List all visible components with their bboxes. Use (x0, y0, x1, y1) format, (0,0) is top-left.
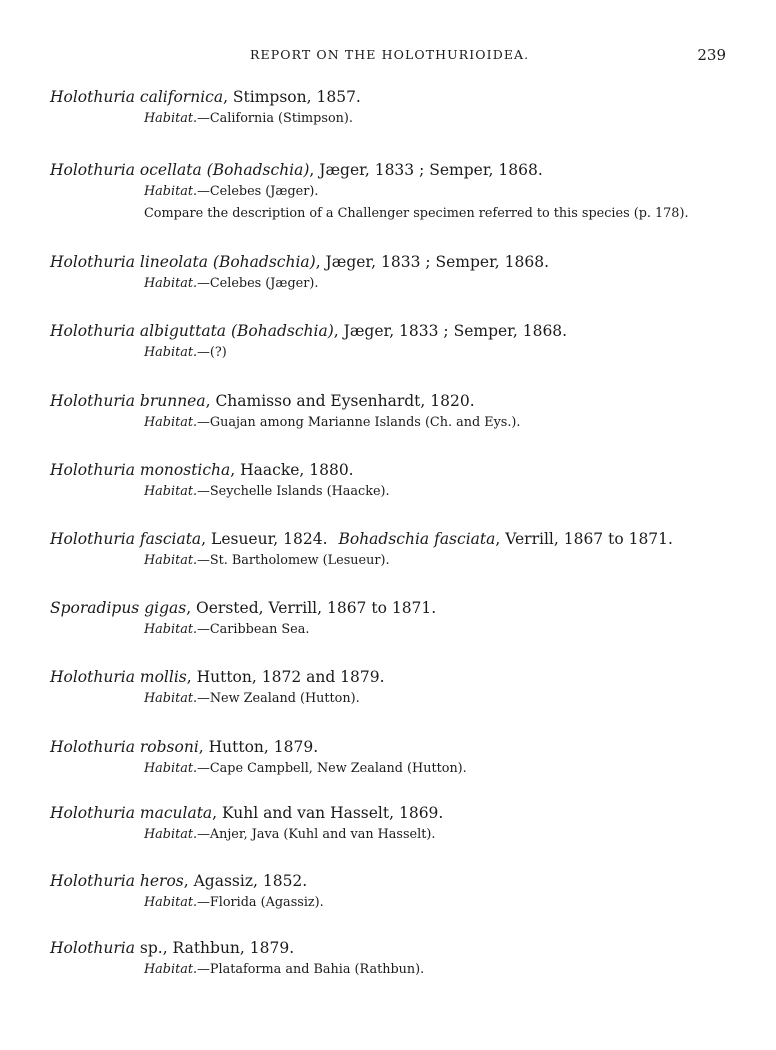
species-entry (50, 736, 730, 780)
species-entry (50, 937, 730, 981)
species-name: brunnea (139, 392, 206, 410)
species-entry (50, 86, 730, 130)
species-heading (50, 390, 730, 412)
species-entry (50, 870, 730, 914)
genus-name: Holothuria (50, 461, 135, 479)
page-number: 239 (697, 46, 726, 64)
habitat-line (144, 824, 730, 846)
species-name: monosticha (139, 461, 231, 479)
habitat-label: Habitat. (144, 484, 198, 499)
running-title: REPORT ON THE HOLOTHURIOIDEA. (250, 47, 530, 62)
species-name: robsoni (139, 738, 199, 756)
species-heading (50, 870, 730, 892)
habitat-text: —Celebes (Jæger). (197, 276, 319, 291)
species-name: albiguttata (139, 322, 227, 340)
habitat-label: Habitat. (144, 827, 198, 842)
habitat-text: —Guajan among Marianne Islands (Ch. and Eys.). (197, 415, 521, 430)
authority: , Stimpson, 1857. (223, 88, 361, 106)
habitat-text: —St. Bartholomew (Lesueur). (197, 553, 390, 568)
habitat-label: Habitat. (144, 553, 198, 568)
species-heading (50, 666, 730, 688)
genus-name: Holothuria (50, 392, 135, 410)
genus-name: Holothuria (50, 804, 135, 822)
habitat-line (144, 273, 730, 295)
genus-name: Holothuria (50, 253, 135, 271)
genus-name: Holothuria (50, 322, 135, 340)
authority: sp., Rathbun, 1879. (139, 939, 295, 957)
authority: , Lesueur, 1824. (201, 530, 328, 548)
authority: , Hutton, 1872 and 1879. (186, 668, 385, 686)
authority: , Jæger, 1833 ; Semper, 1868. (315, 253, 550, 271)
subgenus-name: (Bohadschia) (206, 161, 310, 179)
species-entry (50, 251, 730, 295)
genus-name: Holothuria (50, 738, 135, 756)
genus-name: Holothuria (50, 939, 135, 957)
authority: , Hutton, 1879. (198, 738, 319, 756)
habitat-text: —New Zealand (Hutton). (197, 691, 360, 706)
habitat-label: Habitat. (144, 962, 198, 977)
genus-name: Holothuria (50, 88, 135, 106)
habitat-text: —Anjer, Java (Kuhl and van Hasselt). (197, 827, 436, 842)
species-name: mollis (139, 668, 187, 686)
species-heading (50, 159, 730, 181)
species-heading (50, 320, 730, 342)
species-heading (50, 86, 730, 108)
habitat-text: —(?) (197, 345, 227, 360)
species-heading (50, 937, 730, 959)
genus-name: Holothuria (50, 530, 135, 548)
habitat-line (144, 688, 730, 710)
habitat-text: —California (Stimpson). (197, 111, 353, 126)
authority: , Jæger, 1833 ; Semper, 1868. (333, 322, 568, 340)
species-name: fasciata (139, 530, 202, 548)
synonym-name: Bohadschia fasciata (338, 530, 496, 548)
species-name: gigas (144, 599, 187, 617)
habitat-line (144, 959, 730, 981)
habitat-text: —Florida (Agassiz). (197, 895, 324, 910)
habitat-text: —Plataforma and Bahia (Rathbun). (197, 962, 425, 977)
species-entry (50, 597, 730, 641)
habitat-label: Habitat. (144, 761, 198, 776)
genus-name: Holothuria (50, 668, 135, 686)
habitat-label: Habitat. (144, 276, 198, 291)
habitat-line (144, 108, 730, 130)
species-entry (50, 459, 730, 503)
genus-name: Holothuria (50, 872, 135, 890)
species-name: californica (139, 88, 224, 106)
habitat-text: —Caribbean Sea. (197, 622, 310, 637)
genus-name: Holothuria (50, 161, 135, 179)
authority: , Haacke, 1880. (230, 461, 354, 479)
note-line: Compare the description of a Challenger specimen referred to this species (p. 178). (144, 206, 689, 221)
synonym-authority: , Verrill, 1867 to 1871. (495, 530, 673, 548)
species-heading (50, 251, 730, 273)
authority: , Chamisso and Eysenhardt, 1820. (205, 392, 475, 410)
species-entry (50, 159, 730, 225)
species-name: ocellata (139, 161, 202, 179)
habitat-line (144, 342, 730, 364)
species-heading (50, 459, 730, 481)
habitat-line (144, 412, 730, 434)
authority: , Jæger, 1833 ; Semper, 1868. (309, 161, 543, 179)
habitat-line (144, 181, 730, 203)
habitat-label: Habitat. (144, 415, 198, 430)
habitat-text: —Celebes (Jæger). (197, 184, 319, 199)
species-entry (50, 802, 730, 846)
species-entry (50, 528, 730, 572)
habitat-line (144, 758, 730, 780)
species-entry (50, 320, 730, 364)
species-entry (50, 666, 730, 710)
species-name: lineolata (139, 253, 208, 271)
habitat-text: —Seychelle Islands (Haacke). (197, 484, 390, 499)
species-heading (50, 802, 730, 824)
habitat-label: Habitat. (144, 111, 198, 126)
habitat-text: —Cape Campbell, New Zealand (Hutton). (197, 761, 467, 776)
species-heading (50, 528, 730, 550)
species-name: heros (139, 872, 184, 890)
habitat-line (144, 892, 730, 914)
authority: , Agassiz, 1852. (183, 872, 308, 890)
subgenus-name: (Bohadschia) (212, 253, 316, 271)
habitat-line (144, 481, 730, 503)
habitat-label: Habitat. (144, 622, 198, 637)
authority: , Kuhl and van Hasselt, 1869. (212, 804, 444, 822)
habitat-line (144, 550, 730, 572)
habitat-label: Habitat. (144, 184, 198, 199)
subgenus-name: (Bohadschia) (230, 322, 334, 340)
habitat-label: Habitat. (144, 691, 198, 706)
species-entry (50, 390, 730, 434)
habitat-line (144, 619, 730, 641)
habitat-label: Habitat. (144, 895, 198, 910)
habitat-label: Habitat. (144, 345, 198, 360)
genus-name: Sporadipus (50, 599, 140, 617)
species-name: maculata (139, 804, 213, 822)
species-heading (50, 736, 730, 758)
authority: , Oersted, Verrill, 1867 to 1871. (186, 599, 437, 617)
species-heading (50, 597, 730, 619)
